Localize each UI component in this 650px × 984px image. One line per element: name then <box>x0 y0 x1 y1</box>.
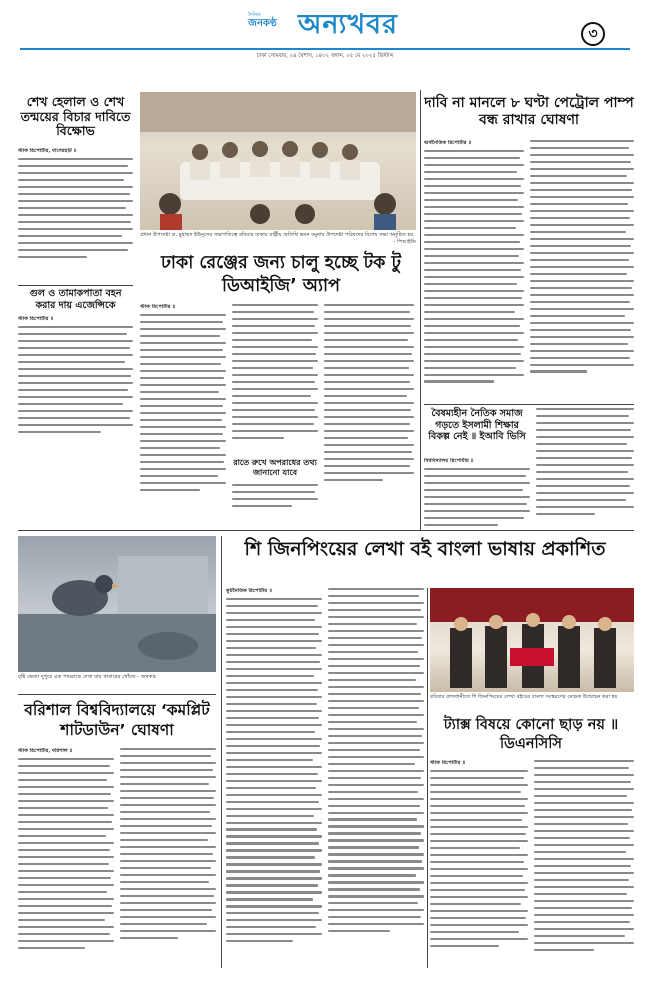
dateline-islamic-education: বিশ্ববিদ্যালয় রিপোর্টার ॥ <box>424 458 474 464</box>
story-xi-book <box>226 538 624 560</box>
dateline-xi-book: কূটনৈতিক রিপোর্টার ॥ <box>226 588 272 594</box>
headline-xi-book: শি জিনপিংয়ের লেখা বই বাংলা ভাষায় প্রকাশিত <box>244 538 606 560</box>
headline-islamic-education: বৈষম্যহীন নৈতিক সমাজ গড়তে ইসলামী শিক্ষার বিকল্প নেই ॥ ইআবি ভিসি <box>428 408 526 442</box>
subhead-crime-info <box>232 458 318 478</box>
dateline-petrol-pump: অর্থনৈতিক রিপোর্টার ॥ <box>424 140 472 146</box>
dateline: ঢাকা সোমবার, ২৪ বৈশাখ, ১৪৩২ বঙ্গাব্দ, ০৫ মে ২০২৫ খ্রিস্টাব্দ <box>256 53 394 59</box>
pigeon-illustration <box>18 536 216 672</box>
divider-vertical-bottom-right <box>427 588 428 968</box>
divider-vertical-right <box>420 90 421 530</box>
headline-petrol-pump: দাবি না মানলে ৮ ঘণ্টা পেট্রোল পাম্প বন্ধ রাখার ঘোষণা <box>424 95 634 128</box>
brand-logo <box>248 12 300 38</box>
story-talk-to-dig <box>150 252 412 298</box>
body-petrol-pump-col1 <box>424 140 524 402</box>
story-sheikh-helal <box>18 95 133 139</box>
divider-vertical-bottom <box>221 536 222 968</box>
story-dncc-tax <box>436 716 626 754</box>
pigeon-photo <box>18 536 216 672</box>
body-talk-to-dig-col2 <box>232 304 318 454</box>
dateline-gul-tobacco: স্টাফ রিপোর্টার ॥ <box>18 316 54 322</box>
body-islamic-education-col1 <box>424 458 530 528</box>
section-title: অন্যখবর <box>298 9 398 40</box>
story-gul-tobacco <box>18 288 133 311</box>
dateline-talk-to-dig: স্টাফ রিপোর্টার ॥ <box>140 304 176 310</box>
dateline-barishal: স্টাফ রিপোর্টার, বরিশাল ॥ <box>18 748 73 754</box>
page-number: ৩ <box>581 22 605 46</box>
meeting-caption-credit: - পিআইডি <box>393 239 416 245</box>
body-islamic-education-col2 <box>536 408 634 528</box>
body-dncc-tax-col1 <box>430 760 528 968</box>
dateline-sheikh-helal: স্টাফ রিপোর্টার, বাগেরহাট ॥ <box>18 148 77 154</box>
dateline-dncc-tax: স্টাফ রিপোর্টার ॥ <box>430 760 466 766</box>
body-dncc-tax-col2 <box>534 760 634 968</box>
body-sheikh-helal <box>18 148 133 281</box>
masthead-rule <box>20 48 630 50</box>
headline-gul-tobacco: গুল ও তামাকপাতা বহন করার দায় এজেন্সিকে <box>29 288 122 311</box>
book-launch-illustration <box>430 588 634 692</box>
logo-small-text: দৈনিক <box>248 12 261 18</box>
divider-mid-horizontal <box>18 530 634 531</box>
body-barishal-col1 <box>18 748 114 968</box>
divider-left-bottom <box>18 694 216 695</box>
story-barishal-university <box>20 700 214 740</box>
story-islamic-education <box>424 408 530 443</box>
masthead <box>0 0 650 66</box>
meeting-caption <box>140 232 416 248</box>
pigeon-caption: বৃষ্টি ভেজা দুপুরে এক পায়রাকে দেখা যায় খাবারের খোঁজে - জনকণ্ঠ <box>18 674 156 680</box>
meeting-photo <box>140 92 416 230</box>
body-talk-to-dig-col1 <box>140 304 226 514</box>
book-launch-photo <box>430 588 634 692</box>
headline-talk-to-dig: ঢাকা রেঞ্জের জন্য চালু হচ্ছে টক টু ডিআইজি’ অ্যাপ <box>160 253 402 296</box>
body-gul-tobacco <box>18 316 133 458</box>
subhead-crime-info-text: রাতে রুখে অপরাধের তথ্য জানানো যাবে <box>233 458 317 477</box>
body-xi-book-col2 <box>328 588 424 968</box>
meeting-illustration <box>140 92 416 230</box>
divider-left-1 <box>18 285 133 286</box>
meeting-caption-text: প্রধান উপদেষ্টা ড. মুহাম্মদ ইউনূসের সভাপতিত্বে রবিবার ঢাকায় রাষ্ট্রীয় অতিথি ভবন যমুনায় উপদেষ্টা পরিষদের বিশেষ সভা অনুষ্ঠিত হয় <box>140 232 414 238</box>
body-talk-to-dig-col2b <box>232 484 318 514</box>
headline-dncc-tax: ট্যাক্স বিষয়ে কোনো ছাড় নয় ॥ ডিএনসিসি <box>443 717 619 752</box>
body-xi-book-col1 <box>226 588 322 968</box>
story-petrol-pump <box>424 95 634 129</box>
body-barishal-col2 <box>120 748 216 968</box>
body-petrol-pump-col2 <box>530 140 634 402</box>
headline-sheikh-helal: শেখ হেলাল ও শেখ তন্ময়ের বিচার দাবিতে বিক্ষোভ <box>20 94 131 138</box>
logo-brand-text: জনকণ্ঠ <box>248 18 277 29</box>
divider-right-1 <box>424 404 634 405</box>
headline-barishal-university: বরিশাল বিশ্ববিদ্যালয়ে ‘কমপ্লিট শাটডাউন’ ঘোষণা <box>24 701 210 739</box>
book-launch-caption: রবিবার রাজধানীতে শি জিনপিংয়ের লেখা বইয়ের বাংলা সংস্করণের মোড়ক উন্মোচন করা হয় <box>430 694 618 700</box>
body-talk-to-dig-col3 <box>324 304 414 514</box>
